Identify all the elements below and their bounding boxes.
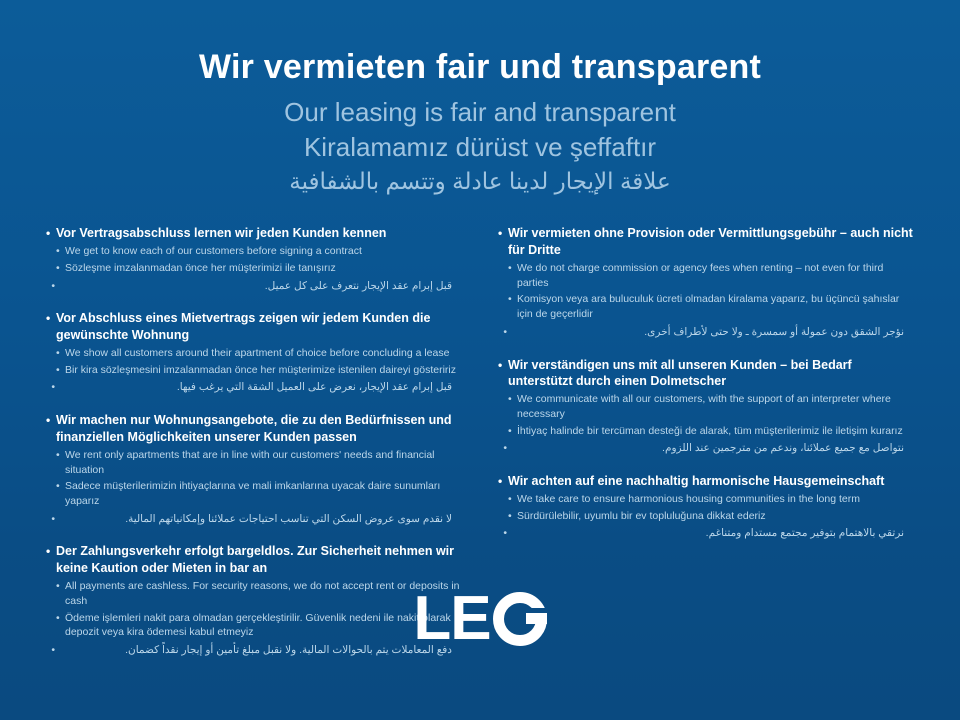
leg-g-mark-icon xyxy=(493,592,547,646)
bullet-icon: • xyxy=(56,347,60,360)
heading-block xyxy=(0,0,960,197)
bullet-icon: • xyxy=(508,509,512,522)
item-line-arabic: • قبل إبرام عقد الإيجار، نعرض على العميل الشقة التي يرغب فيها. xyxy=(46,380,462,396)
item-heading: • Wir verständigen uns mit all unseren Kunden – bei Bedarf unterstützt durch einen Dolmetscher xyxy=(498,357,852,389)
bullet-icon: • xyxy=(56,448,60,461)
item-line: • We show all customers around their apartment of choice before concluding a lease xyxy=(56,347,450,360)
bullet-icon: • xyxy=(46,311,51,326)
bullet-icon: • xyxy=(51,381,55,394)
item-line: • We take care to ensure harmonious housing communities in the long term xyxy=(508,493,860,506)
item-line: • Bir kira sözleşmesini imzalanmadan önce her müşterimize istenilen daireyi gösteririz xyxy=(56,363,456,376)
item-heading: • Wir machen nur Wohnungsangebote, die zu den Bedürfnissen und finanziellen Möglichkeiten unserer Kunden passen xyxy=(46,413,452,445)
bullet-icon: • xyxy=(508,293,512,306)
item-line: • Sadece müşterilerimizin ihtiyaçlarına ve mali imkanlarına uyacak daire sunumları yaparız xyxy=(56,480,441,508)
item-line-arabic: • نتواصل مع جميع عملائنا، وندعم من مترجمين عند اللزوم. xyxy=(498,441,914,457)
bullet-icon: • xyxy=(498,226,503,241)
bullet-icon: • xyxy=(46,226,51,241)
item-line: • Ödeme işlemleri nakit para olmadan gerçekleştirilir. Güvenlik nedeni ile nakit olarak depozit veya kira ödemesi kabul etmeyiz xyxy=(56,611,451,639)
list-item xyxy=(498,473,914,542)
bullet-icon: • xyxy=(56,580,60,593)
item-heading: • Wir achten auf eine nachhaltig harmonische Hausgemeinschaft xyxy=(498,474,885,489)
bullet-icon: • xyxy=(56,261,60,274)
item-line-arabic: • لا نقدم سوى عروض السكن التي تناسب احتياجات عملائنا وإمكانياتهم المالية. xyxy=(46,512,462,528)
item-line-arabic: • نرتقي بالاهتمام بتوفير مجتمع مستدام ومتناغم. xyxy=(498,526,914,542)
bullet-icon: • xyxy=(498,474,503,489)
item-line-arabic: • دفع المعاملات يتم بالحوالات المالية. ولا نقبل مبلغ تأمين أو إيجار نقداً كضمان. xyxy=(46,643,462,659)
list-item xyxy=(498,357,914,458)
item-line: • We get to know each of our customers before signing a contract xyxy=(56,245,362,258)
item-line-arabic: • نؤجر الشقق دون عمولة أو سمسرة ـ ولا حتى لأطراف أخرى. xyxy=(498,325,914,341)
bullet-icon: • xyxy=(51,643,55,656)
bullet-icon: • xyxy=(503,442,507,455)
item-heading: • Vor Abschluss eines Mietvertrags zeigen wir jedem Kunden die gewünschte Wohnung xyxy=(46,311,431,343)
bullet-icon: • xyxy=(51,512,55,525)
bullet-icon: • xyxy=(503,527,507,540)
bullet-icon: • xyxy=(508,424,512,437)
bullet-icon: • xyxy=(498,357,503,372)
item-line: • We do not charge commission or agency fees when renting – not even for third parties xyxy=(508,262,884,289)
page-title-tr: Kiralamamız dürüst ve şeffaftır xyxy=(303,132,657,163)
item-line: • Sürdürülebilir, uyumlu bir ev topluluğuna dikkat ederiz xyxy=(508,509,766,522)
item-line: • We communicate with all our customers, with the support of an interpreter where necessary xyxy=(508,393,891,421)
item-line: • İhtiyaç halinde bir tercüman desteği de alarak, tüm müşterilerimiz ile iletişim kurarız xyxy=(508,424,903,437)
bullet-icon: • xyxy=(508,493,512,506)
item-line: • All payments are cashless. For security reasons, we do not accept rent or deposits in cash xyxy=(56,580,460,607)
bullet-icon: • xyxy=(46,544,51,559)
bullet-icon: • xyxy=(508,393,512,406)
logo-text: LE xyxy=(413,584,491,653)
item-line: • Sözleşme imzalanmadan önce her müşterimizi ile tanışırız xyxy=(56,261,336,274)
bullet-icon: • xyxy=(56,611,60,624)
page-title-ar: علاقة الإيجار لدينا عادلة وتتسم بالشفافية xyxy=(289,168,671,195)
bullet-icon: • xyxy=(46,413,51,428)
logo xyxy=(0,584,960,653)
bullet-icon: • xyxy=(503,325,507,338)
list-item xyxy=(46,412,462,527)
list-item xyxy=(498,225,914,340)
bullet-icon: • xyxy=(51,279,55,292)
bullet-icon: • xyxy=(56,245,60,258)
bullet-icon: • xyxy=(508,262,512,275)
page-title-en: Our leasing is fair and transparent xyxy=(284,97,676,128)
item-line-arabic: • قبل إبرام عقد الإيجار نتعرف على كل عميل. xyxy=(46,279,462,295)
item-heading: • Wir vermieten ohne Provision oder Vermittlungsgebühr – auch nicht für Dritte xyxy=(498,226,913,258)
bullet-icon: • xyxy=(56,363,60,376)
page-title-de: Wir vermieten fair und transparent xyxy=(199,48,761,86)
list-item xyxy=(46,310,462,396)
item-heading: • Vor Vertragsabschluss lernen wir jeden Kunden kennen xyxy=(46,226,387,241)
item-line: • Komisyon veya ara buluculuk ücreti olmadan kiralama yaparız, bu üçüncü şahıslar için de geçerlidir xyxy=(508,293,900,321)
item-line: • We rent only apartments that are in line with our customers' needs and financial situation xyxy=(56,448,435,476)
leg-logo xyxy=(413,584,546,653)
item-heading: • Der Zahlungsverkehr erfolgt bargeldlos. Zur Sicherheit nehmen wir keine Kaution oder Mieten in bar an xyxy=(46,544,455,576)
list-item xyxy=(46,225,462,294)
bullet-icon: • xyxy=(56,480,60,493)
